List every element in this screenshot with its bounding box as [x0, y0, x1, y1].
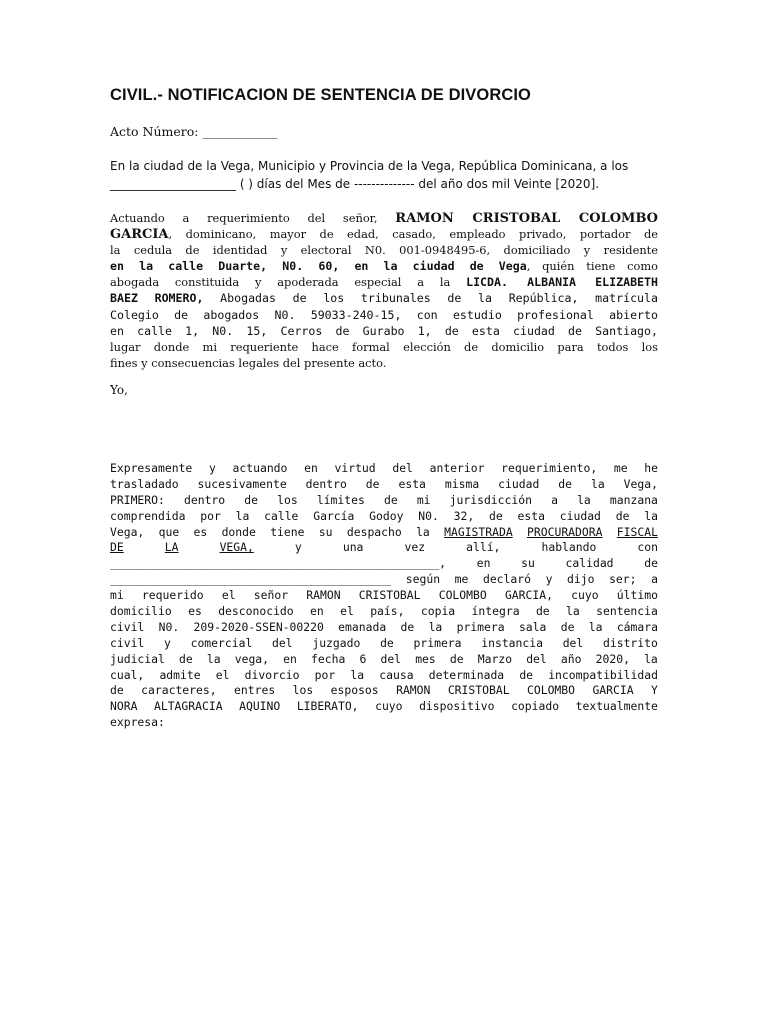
- actuando-line: lugar donde mi requeriente hace formal elección de domicilio para todos los: [110, 339, 658, 354]
- expresamente-line: _________________________________________ según me declaró y dijo ser; a: [110, 572, 658, 587]
- ciudad-line: _____________________ ( ) días del Mes de -------------- del año dos mil Veinte [2020].: [110, 177, 600, 191]
- actuando-line: Actuando a requerimiento del señor, RAMON CRISTOBAL COLOMBO: [110, 211, 658, 226]
- expresamente-line: judicial de la vega, en fecha 6 del mes de Marzo del año 2020, la: [110, 651, 658, 666]
- expresamente-paragraph: [110, 461, 658, 731]
- expresamente-line: trasladado sucesivamente dentro de esta misma ciudad de la Vega,: [110, 476, 658, 491]
- ciudad-line: En la ciudad de la Vega, Municipio y Provincia de la Vega, República Dominicana, a los: [110, 159, 629, 173]
- expresamente-line: Expresamente y actuando en virtud del anterior requerimiento, me he: [110, 461, 658, 475]
- actuando-line: GARCIA, dominicano, mayor de edad, casado, empleado privado, portador de: [110, 227, 658, 243]
- actuando-paragraph: [110, 210, 658, 371]
- document-title: CIVIL.- NOTIFICACION DE SENTENCIA DE DIVORCIO: [110, 86, 531, 104]
- actuando-line: Colegio de abogados N0. 59033-240-15, con estudio profesional abierto: [110, 307, 658, 322]
- expresamente-line: domicilio es desconocido en el país, copia íntegra de la sentencia: [110, 604, 658, 619]
- actuando-line: BAEZ ROMERO, Abogadas de los tribunales de la República, matrícula: [110, 291, 658, 306]
- expresamente-line: DE LA VEGA, y una vez allí, hablando con: [110, 540, 658, 555]
- expresamente-line: civil y comercial del juzgado de primera instancia del distrito: [110, 635, 658, 650]
- actuando-line: en calle 1, N0. 15, Cerros de Gurabo 1, de esta ciudad de Santiago,: [110, 323, 658, 338]
- expresamente-line: civil N0. 209-2020-SSEN-00220 emanada de la primera sala de la cámara: [110, 619, 658, 634]
- expresamente-line: ________________________________________________, en su calidad de: [110, 556, 658, 571]
- expresamente-line: cual, admite el divorcio por la causa determinada de incompatibilidad: [110, 667, 658, 682]
- expresamente-line: mi requerido el señor RAMON CRISTOBAL COLOMBO GARCIA, cuyo último: [110, 588, 658, 603]
- expresamente-line: Vega, que es donde tiene su despacho la MAGISTRADA PROCURADORA FISCAL: [110, 524, 658, 539]
- expresamente-line: de caracteres, entres los esposos RAMON CRISTOBAL COLOMBO GARCIA Y: [110, 683, 658, 698]
- actuando-line: abogada constituida y apoderada especial a la LICDA. ALBANIA ELIZABETH: [110, 275, 658, 290]
- expresamente-line: PRIMERO: dentro de los límites de mi jurisdicción a la manzana: [110, 492, 658, 507]
- actuando-line: fines y consecuencias legales del presente acto.: [110, 355, 387, 370]
- expresamente-line: comprendida por la calle García Godoy N0. 32, de esta ciudad de la: [110, 508, 658, 523]
- actuando-line: la cedula de identidad y electoral N0. 001-0948495-6, domiciliado y residente: [110, 243, 658, 258]
- expresamente-line: expresa:: [110, 715, 165, 730]
- acto-numero: Acto Número: ____________: [110, 124, 278, 139]
- actuando-line: en la calle Duarte, N0. 60, en la ciudad de Vega, quién tiene como: [110, 259, 658, 274]
- expresamente-line: NORA ALTAGRACIA AQUINO LIBERATO, cuyo dispositivo copiado textualmente: [110, 699, 658, 714]
- ciudad-paragraph: [110, 157, 660, 193]
- yo-text: Yo,: [110, 383, 128, 397]
